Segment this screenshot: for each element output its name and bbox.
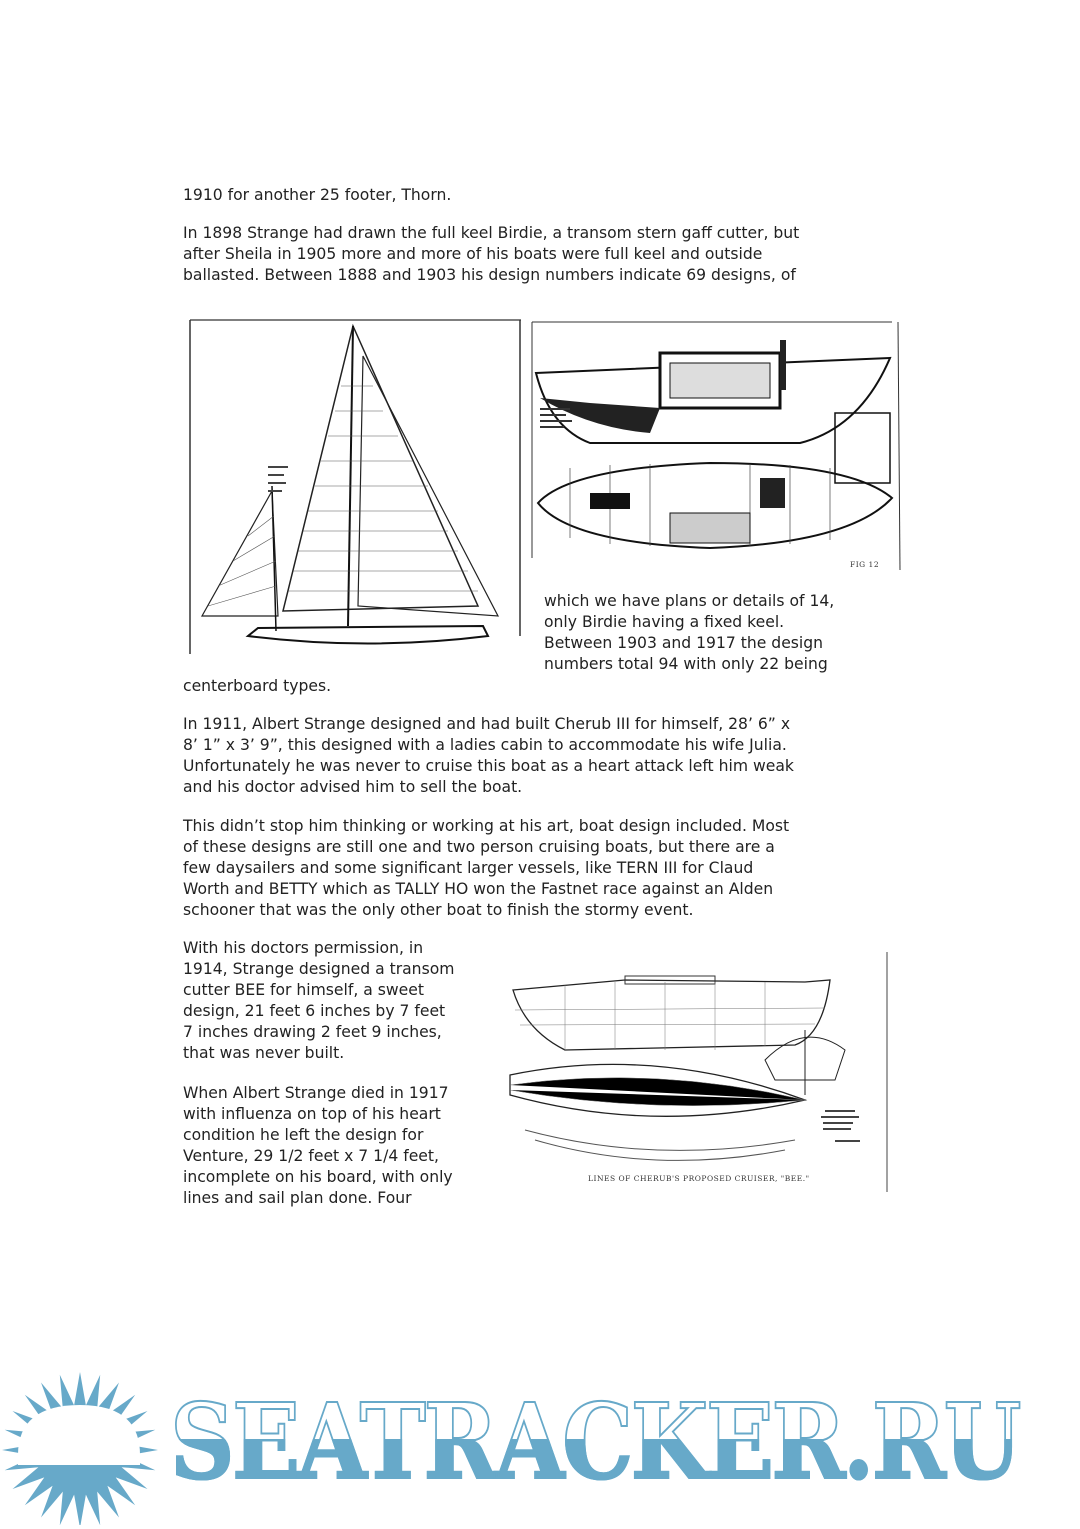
paragraph-bee <box>183 938 454 1064</box>
text-line: 1910 for another 25 footer, Thorn. <box>183 186 452 204</box>
text-line: Venture, 29 1/2 feet x 7 1/4 feet, <box>183 1147 439 1165</box>
paragraph-thorn <box>183 185 451 206</box>
text-line: lines and sail plan done. Four <box>183 1189 412 1207</box>
sun-logo-icon <box>0 1365 165 1525</box>
text-line: after Sheila in 1905 more and more of his boats were full keel and outside <box>183 245 763 263</box>
text-line: incomplete on his board, with only <box>183 1168 453 1186</box>
text-line: and his doctor advised him to sell the boat. <box>183 778 523 796</box>
text-line: When Albert Strange died in 1917 <box>183 1084 449 1102</box>
sail-plan-drawing <box>188 316 523 658</box>
text-line: design, 21 feet 6 inches by 7 feet <box>183 1002 446 1020</box>
watermark-text: SEATRACKER.RU <box>170 1380 1019 1503</box>
paragraph-art <box>183 816 789 921</box>
paragraph-centerboard <box>183 676 331 697</box>
paragraph-design-numbers <box>544 591 834 675</box>
bee-lines-drawing <box>505 950 890 1195</box>
figure-caption: LINES OF CHERUB'S PROPOSED CRUISER, "BEE." <box>588 1174 810 1183</box>
text-line: cutter BEE for himself, a sweet <box>183 981 424 999</box>
text-line: with influenza on top of his heart <box>183 1105 441 1123</box>
paragraph-birdie <box>183 223 799 286</box>
deck-plan-drawing <box>530 318 902 574</box>
text-line: In 1911, Albert Strange designed and had built Cherub III for himself, 28’ 6” x <box>183 715 791 733</box>
figure-label: FIG 12 <box>850 560 880 569</box>
text-line: Unfortunately he was never to cruise this boat as a heart attack left him weak <box>183 757 794 775</box>
text-line: numbers total 94 with only 22 being <box>544 655 828 673</box>
text-line: few daysailers and some significant larger vessels, like TERN III for Claud <box>183 859 754 877</box>
text-line: centerboard types. <box>183 677 332 695</box>
text-line: only Birdie having a fixed keel. <box>544 613 785 631</box>
paragraph-cherub <box>183 714 794 798</box>
text-line: 1914, Strange designed a transom <box>183 960 455 978</box>
text-line: 8’ 1” x 3’ 9”, this designed with a ladies cabin to accommodate his wife Julia. <box>183 736 787 754</box>
paragraph-venture <box>183 1083 453 1209</box>
text-line: Worth and BETTY which as TALLY HO won the Fastnet race against an Alden <box>183 880 774 898</box>
text-line: which we have plans or details of 14, <box>544 592 835 610</box>
text-line: condition he left the design for <box>183 1126 424 1144</box>
text-line: With his doctors permission, in <box>183 939 424 957</box>
text-line: This didn’t stop him thinking or working at his art, boat design included. Most <box>183 817 790 835</box>
text-line: ballasted. Between 1888 and 1903 his design numbers indicate 69 designs, of <box>183 266 796 284</box>
text-line: In 1898 Strange had drawn the full keel Birdie, a transom stern gaff cutter, but <box>183 224 800 242</box>
text-line: that was never built. <box>183 1044 345 1062</box>
text-line: schooner that was the only other boat to finish the stormy event. <box>183 901 694 919</box>
text-line: of these designs are still one and two person cruising boats, but there are a <box>183 838 775 856</box>
text-line: Between 1903 and 1917 the design <box>544 634 824 652</box>
text-line: 7 inches drawing 2 feet 9 inches, <box>183 1023 442 1041</box>
